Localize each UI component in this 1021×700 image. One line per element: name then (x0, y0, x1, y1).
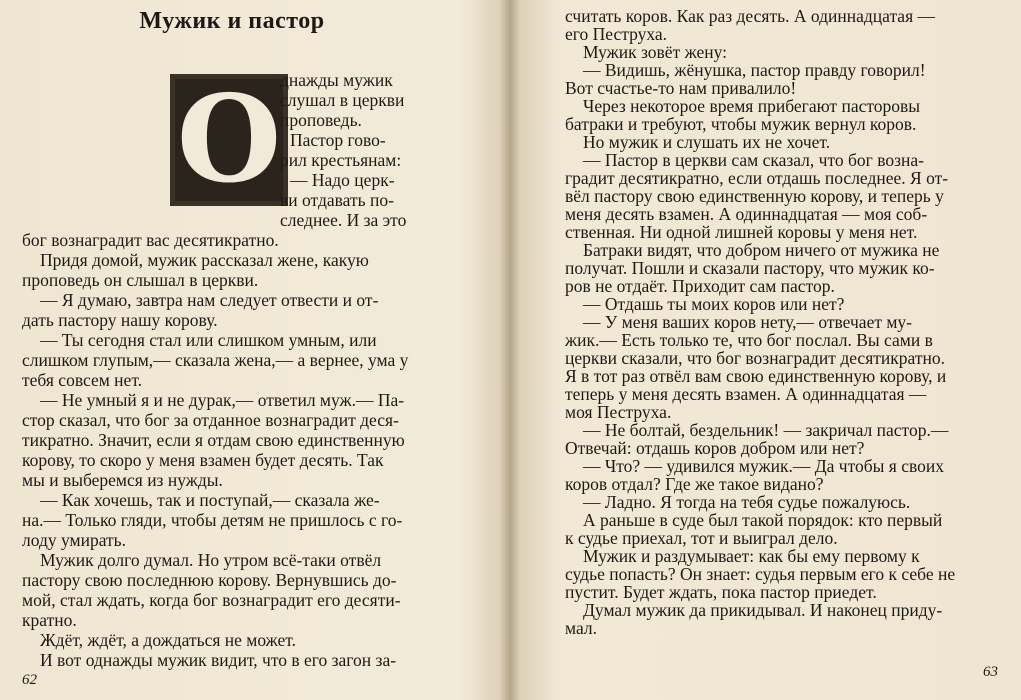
text-line: Мужик долго думал. Но утром всё-таки отвёл (40, 550, 382, 570)
drop-cap-ornament (170, 69, 288, 210)
text-line: лоду умирать. (22, 530, 127, 550)
text-line: — Я думаю, завтра нам следует отвести и от- (40, 290, 379, 310)
text-line: Отвечай: отдашь коров добром или нет? (565, 438, 865, 458)
text-line: — Не болтай, бездельник! — закричал пастор.— (583, 420, 949, 440)
text-line: — Отдашь ты моих коров или нет? (583, 294, 845, 314)
text-line: Мужик и раздумывает: как бы ему первому к (583, 546, 920, 566)
text-line: вёл пастору свою единственную корову, и теперь у (565, 186, 944, 206)
text-line: — Ты сегодня стал или слишком умным, или (40, 330, 377, 350)
text-line: мой, стал ждать, когда бог вознаградит его десяти- (22, 590, 401, 610)
text-line: ственная. Ни одной лишней коровы у меня нет. (565, 222, 918, 242)
text-line: стор сказал, что бог за отданное вознаградит деся- (22, 410, 399, 430)
text-line: проповедь. (280, 110, 362, 130)
text-line: батраки и требуют, чтобы мужик вернул коров. (565, 114, 917, 134)
text-line: — Надо церк- (290, 170, 395, 190)
left-page (22, 0, 462, 700)
text-line: Придя домой, мужик рассказал жене, какую (40, 250, 369, 270)
text-line: Думал мужик да прикидывал. И наконец приду- (583, 600, 943, 620)
text-line: — Как хочешь, так и поступай,— сказала же- (40, 490, 380, 510)
text-line: считать коров. Как раз десять. А одиннадцатая — (565, 6, 935, 26)
text-line: мы и выберемся из нужды. (22, 470, 223, 490)
text-line: пастору свою последнюю корову. Вернувшись до- (22, 570, 397, 590)
text-line: церкви сказали, что бог вознаградит десятикратно. (565, 348, 945, 368)
text-line: — Не умный я и не дурак,— ответил муж.— Па- (40, 390, 405, 410)
text-line: Вот счастье-то нам привалило! (565, 78, 797, 98)
text-line: Через некоторое время прибегают пасторовы (583, 96, 921, 116)
text-line: тебя совсем нет. (22, 370, 143, 390)
text-line: жик.— Есть только те, что бог послал. Вы сами в (565, 330, 933, 350)
story-title: Мужик и пастор (139, 8, 325, 34)
text-line: проповедь он слышал в церкви. (22, 270, 259, 290)
text-line: бог вознаградит вас десятикратно. (22, 230, 279, 250)
text-line: тикратно. Значит, если я отдам свою единственную (22, 430, 405, 450)
text-line: следнее. И за это (280, 210, 407, 230)
text-line: Но мужик и слушать их не хочет. (583, 132, 831, 152)
text-line: градит десятикратно, если отдашь последнее. Я от- (565, 168, 949, 188)
text-line: слишком глупым,— сказала жена,— а вернее, ума у (22, 350, 409, 370)
page-number-right: 63 (983, 664, 998, 680)
text-line: дать пастору нашу корову. (22, 310, 218, 330)
text-line: — Что? — удивился мужик.— Да чтобы я своих (583, 456, 944, 476)
text-line: мал. (565, 618, 597, 638)
page-number-left: 62 (22, 672, 37, 688)
text-line: Батраки видят, что добром ничего от мужика не (583, 240, 940, 260)
text-line: И вот однажды мужик видит, что в его загон за- (40, 650, 397, 670)
text-line: коров отдал? Где же такое видано? (565, 474, 824, 494)
text-line: Ждёт, ждёт, а дождаться не может. (40, 630, 296, 650)
text-line: ров не отдаёт. Приходит сам пастор. (565, 276, 835, 296)
text-line: его Пеструха. (565, 24, 668, 44)
text-line: моя Пеструха. (565, 402, 672, 422)
text-line: — Ладно. Я тогда на тебя судье пожалуюсь. (583, 492, 911, 512)
drop-cap-letter: О (176, 69, 282, 210)
text-line: кратно. (22, 610, 77, 630)
text-line: днажды мужик (280, 70, 393, 90)
text-line: — У меня ваших коров нету,— отвечает му- (583, 312, 913, 332)
text-line: на.— Только гляди, чтобы детям не пришлось с го- (22, 510, 403, 530)
text-line: корову, то скоро у меня взамен будет десять. Так (22, 450, 384, 470)
text-line: судье попасть? Он знает: судья первым его к себе не (565, 564, 956, 584)
text-line: получат. Пошли и сказали пастору, что мужик ко- (565, 258, 935, 278)
text-line: меня десять взамен. А одиннадцатая — моя соб- (565, 204, 928, 224)
text-line: Я в тот раз отвёл вам свою единственную корову, и (565, 366, 947, 386)
text-line: — Пастор в церкви сам сказал, что бог возна- (583, 150, 924, 170)
text-line: А раньше в суде был такой порядок: кто первый (583, 510, 943, 530)
text-line: слушал в церкви (280, 90, 405, 110)
text-line: пустит. Будет ждать, пока пастор приедет. (565, 582, 877, 602)
text-line: — Видишь, жёнушка, пастор правду говорил! (583, 60, 926, 80)
text-line: к судье приехал, тот и выиграл дело. (565, 528, 838, 548)
text-line: рил крестьянам: (280, 150, 402, 170)
text-line: Пастор гово- (290, 130, 386, 150)
text-line: Мужик зовёт жену: (583, 42, 727, 62)
book-gutter (500, 0, 520, 700)
text-line: теперь у меня десять взамен. А одиннадцатая — (565, 384, 927, 404)
text-line: ви отдавать по- (280, 190, 394, 210)
right-page (565, 0, 1005, 700)
